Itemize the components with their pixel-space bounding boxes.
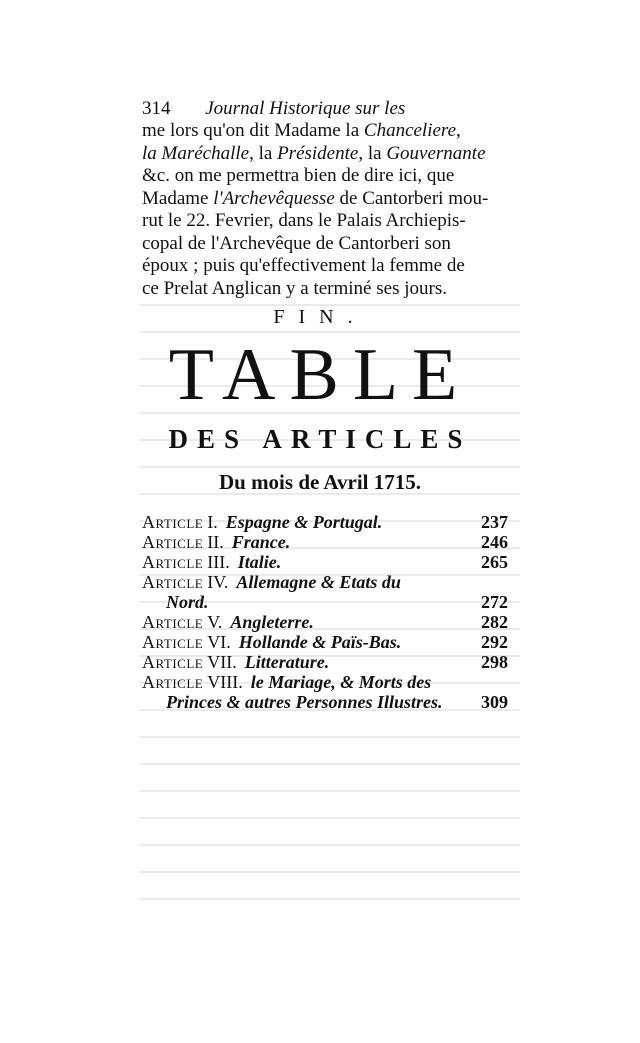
toc-row — [142, 632, 508, 652]
toc-page-number: 246 — [481, 532, 508, 552]
toc-article-number: VIII. — [207, 672, 243, 692]
prose-line-2-italic-c: Gouvernante — [386, 142, 486, 164]
prose-line-3: &c. on me permettra bien de dire ici, que — [142, 165, 455, 186]
toc-article-number: IV. — [207, 572, 229, 592]
toc-row — [142, 652, 508, 672]
prose-line-1-italic: Chanceliere — [363, 120, 457, 141]
prose-line-4-italic: l'Archevêquesse — [213, 187, 335, 209]
prose-line-1: me lors qu'on dit Madame la — [142, 120, 364, 141]
toc-article-label: Article — [142, 672, 204, 692]
prose-line-4-start: Madame — [142, 187, 214, 209]
prose-line-6: copal de l'Archevêque de Cantorberi son — [142, 232, 451, 254]
toc-article-number: VII. — [207, 652, 237, 672]
table-of-contents — [142, 512, 508, 712]
prose-line-2-mid-a: , la — [249, 142, 278, 164]
toc-row — [142, 512, 508, 532]
toc-page-number: 282 — [481, 612, 508, 632]
toc-subject: le Mariage, & Morts des — [250, 672, 432, 692]
toc-subject: Italie. — [237, 552, 282, 572]
toc-page-number: 272 — [481, 592, 508, 612]
toc-row — [142, 532, 508, 552]
fin-heading: FIN. — [273, 306, 367, 328]
prose-line-2-italic-b: Présidente — [277, 142, 359, 164]
prose-line-1-end: , — [456, 120, 461, 141]
table-title: TABLE — [168, 334, 472, 416]
toc-article-number: I. — [207, 512, 218, 532]
toc-subject: Espagne & Portugal. — [225, 512, 383, 532]
toc-subject: Allemagne & Etats du — [236, 572, 401, 592]
running-header — [142, 98, 512, 120]
prose-line-2-italic-a: la Maréchalle — [142, 142, 250, 164]
toc-subject: Litterature. — [244, 652, 330, 672]
prose-line-5: rut le 22. Fevrier, dans le Palais Archiepis- — [142, 210, 466, 231]
prose-line-7: époux ; puis qu'effectivement la femme de — [142, 255, 465, 276]
toc-row — [142, 612, 508, 632]
toc-article-number: II. — [207, 532, 224, 552]
toc-article-number: V. — [207, 612, 223, 632]
prose-line-4-end: de Cantorberi mou- — [334, 187, 489, 209]
toc-article-number: VI. — [207, 632, 231, 652]
toc-article-number: III. — [207, 552, 230, 572]
toc-row — [142, 592, 508, 612]
prose-line-8: ce Prelat Anglican y a terminé ses jours. — [142, 277, 447, 299]
body-paragraph — [142, 120, 512, 300]
toc-subject: Angleterre. — [230, 612, 314, 632]
toc-subject-continued: Princes & autres Personnes Illustres. — [166, 692, 443, 712]
toc-page-number: 309 — [481, 692, 508, 712]
toc-row — [142, 572, 508, 592]
toc-row — [142, 552, 508, 572]
toc-article-label: Article — [142, 632, 204, 652]
toc-row — [142, 672, 508, 692]
toc-page-number: 298 — [481, 652, 508, 672]
toc-article-label: Article — [142, 612, 204, 632]
month-subtitle: Du mois de Avril 1715. — [218, 470, 422, 494]
page-number: 314 — [142, 98, 171, 119]
articles-title: DES ARTICLES — [168, 424, 472, 454]
toc-article-label: Article — [142, 552, 204, 572]
toc-subject: France. — [231, 532, 291, 552]
toc-article-label: Article — [142, 512, 204, 532]
running-title: Journal Historique sur les — [205, 98, 406, 119]
toc-subject-continued: Nord. — [166, 592, 209, 612]
prose-line-2-mid-b: , la — [358, 142, 387, 164]
toc-row — [142, 692, 508, 712]
toc-article-label: Article — [142, 572, 204, 592]
toc-subject: Hollande & Païs-Bas. — [238, 632, 402, 652]
toc-page-number: 265 — [481, 552, 508, 572]
toc-page-number: 237 — [481, 512, 508, 532]
toc-article-label: Article — [142, 532, 204, 552]
toc-article-label: Article — [142, 652, 204, 672]
toc-page-number: 292 — [481, 632, 508, 652]
